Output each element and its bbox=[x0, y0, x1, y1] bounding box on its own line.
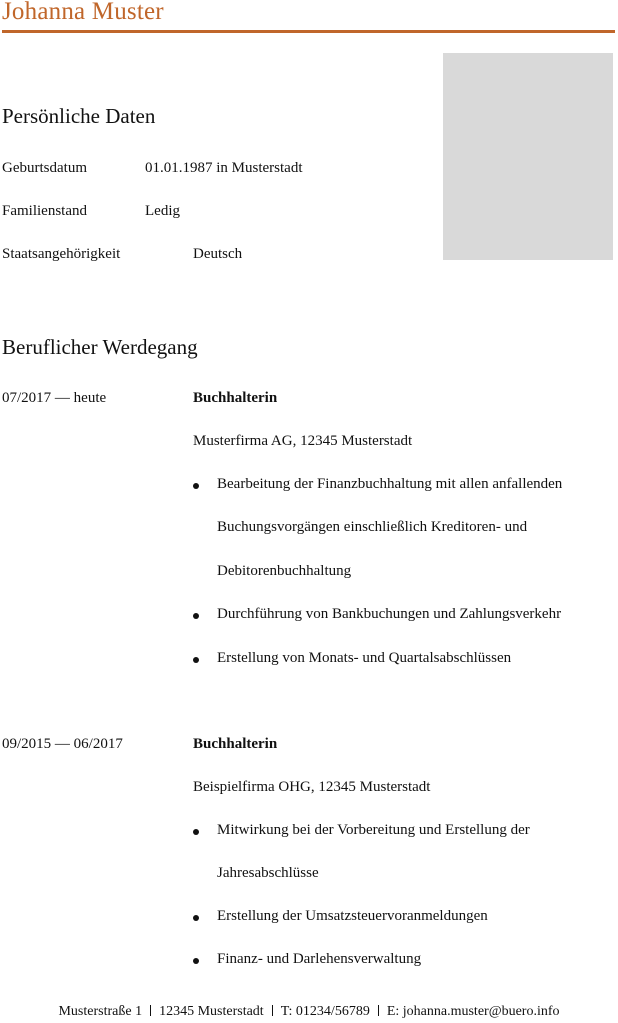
value-nationality: Deutsch bbox=[193, 246, 243, 262]
bullet-dot bbox=[193, 915, 199, 921]
bullet-text: Erstellung der Umsatzsteuervoranmeldungen bbox=[217, 908, 488, 924]
footer-city: 12345 Musterstadt bbox=[159, 1004, 264, 1019]
label-marital-status: Familienstand bbox=[2, 203, 87, 219]
footer-address: Musterstraße 1 bbox=[58, 1004, 143, 1019]
job-period: 07/2017 — heute bbox=[2, 390, 107, 406]
job-company: Musterfirma AG, 12345 Musterstadt bbox=[193, 433, 413, 449]
section-title-personal: Persönliche Daten bbox=[2, 104, 156, 128]
bullet-text: Finanz- und Darlehensverwaltung bbox=[217, 951, 422, 967]
footer-separator bbox=[272, 1005, 273, 1016]
value-marital-status: Ledig bbox=[145, 203, 180, 219]
bullet-text: Buchungsvorgängen einschließlich Kreditoren- und bbox=[217, 519, 528, 535]
bullet-text: Debitorenbuchhaltung bbox=[217, 563, 352, 579]
footer-separator bbox=[150, 1005, 151, 1016]
header-rule bbox=[2, 30, 615, 33]
bullet-text: Durchführung von Bankbuchungen und Zahlungsverkehr bbox=[217, 606, 562, 622]
footer-email: E: johanna.muster@buero.info bbox=[386, 1004, 560, 1019]
bullet-text: Mitwirkung bei der Vorbereitung und Erstellung der bbox=[217, 822, 530, 838]
bullet-dot bbox=[193, 958, 199, 964]
bullet-dot bbox=[193, 657, 199, 663]
footer-separator bbox=[378, 1005, 379, 1016]
section-title-career: Beruflicher Werdegang bbox=[2, 335, 198, 359]
bullet-dot bbox=[193, 829, 199, 835]
label-birthdate: Geburtsdatum bbox=[2, 160, 87, 176]
bullet-dot bbox=[193, 613, 199, 619]
footer-contact bbox=[0, 1004, 618, 1020]
footer-phone: T: 01234/56789 bbox=[280, 1004, 370, 1019]
job-company: Beispielfirma OHG, 12345 Musterstadt bbox=[193, 779, 431, 795]
job-position: Buchhalterin bbox=[193, 736, 278, 752]
bullet-dot bbox=[193, 483, 199, 489]
photo-placeholder bbox=[443, 53, 613, 260]
job-period: 09/2015 — 06/2017 bbox=[2, 736, 123, 752]
job-position: Buchhalterin bbox=[193, 390, 278, 406]
label-nationality: Staatsangehörigkeit bbox=[2, 246, 121, 262]
cv-name: Johanna Muster bbox=[2, 0, 164, 25]
bullet-text: Erstellung von Monats- und Quartalsabschlüssen bbox=[217, 650, 512, 666]
bullet-text: Bearbeitung der Finanzbuchhaltung mit allen anfallenden bbox=[217, 476, 563, 492]
bullet-text: Jahresabschlüsse bbox=[217, 865, 319, 881]
value-birthdate: 01.01.1987 in Musterstadt bbox=[145, 160, 303, 176]
